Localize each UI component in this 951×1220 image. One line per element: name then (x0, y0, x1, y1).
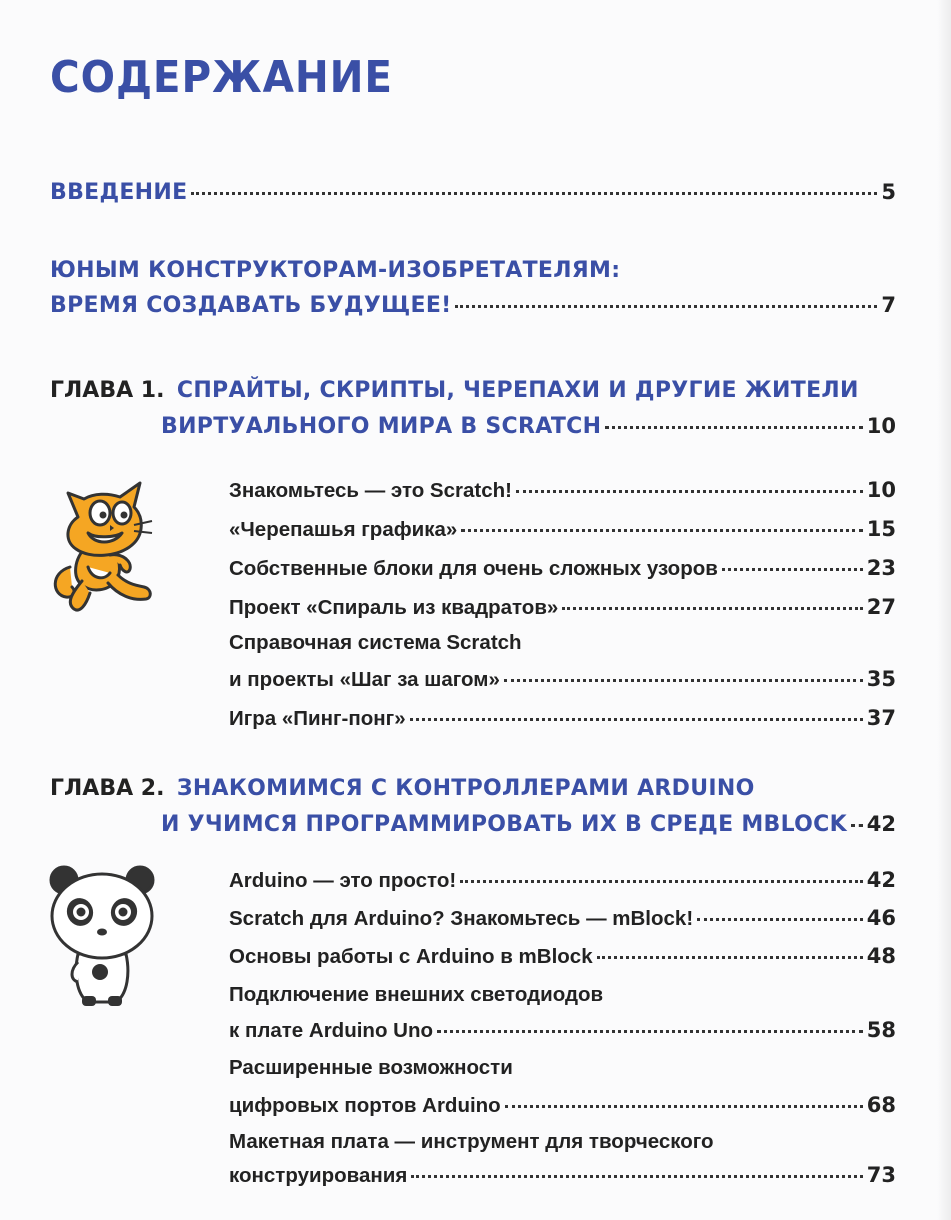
chapter1-line2: ВИРТУАЛЬНОГО МИРА В SCRATCH (161, 414, 602, 439)
toc-entry[interactable] (229, 1163, 896, 1188)
page-number: 46 (866, 906, 896, 930)
page-number: 27 (866, 595, 896, 619)
section-label-line2: и проекты «Шаг за шагом» (229, 668, 500, 691)
page-number: 10 (866, 414, 896, 438)
leader-dots (191, 192, 877, 195)
section-label-line2: цифровых портов Arduino (229, 1094, 501, 1117)
page-number: 10 (866, 478, 896, 502)
section-label: Основы работы с Arduino в mBlock (229, 945, 593, 968)
page-number: 15 (866, 517, 896, 541)
leader-dots (460, 880, 863, 883)
page-edge-shadow (937, 0, 951, 1220)
page-number: 48 (866, 944, 896, 968)
scratch-cat-icon (48, 475, 160, 615)
leader-dots (516, 490, 863, 493)
section-label: Проект «Спираль из квадратов» (229, 596, 559, 619)
section-label: Собственные блоки для очень сложных узоров (229, 557, 718, 580)
toc-entry[interactable] (229, 906, 896, 931)
leader-dots (504, 679, 863, 682)
section-label-line2: конструирования (229, 1164, 408, 1187)
toc-entry[interactable] (229, 556, 896, 581)
chapter2-heading[interactable] (50, 776, 755, 801)
toc-entry-chapter1[interactable] (161, 414, 896, 439)
page-number: 42 (866, 868, 896, 892)
toc-entry[interactable] (229, 595, 896, 620)
chapter2-prefix: ГЛАВА 2. (50, 776, 165, 801)
toc-entry-young[interactable] (50, 293, 896, 318)
leader-dots (411, 1175, 862, 1178)
page-number: 73 (866, 1163, 896, 1187)
toc-entry-chapter2[interactable] (161, 812, 896, 837)
chapter1-line1: СПРАЙТЫ, СКРИПТЫ, ЧЕРЕПАХИ И ДРУГИЕ ЖИТЕЛИ (176, 378, 859, 403)
page-number: 42 (866, 812, 896, 836)
section-label-line1: Подключение внешних светодиодов (229, 983, 604, 1006)
section-label: Игра «Пинг-понг» (229, 707, 406, 730)
leader-dots (461, 529, 862, 532)
page-number: 58 (866, 1018, 896, 1042)
toc-entry[interactable] (229, 517, 896, 542)
section-label: Scratch для Arduino? Знакомьтесь — mBlock! (229, 907, 694, 930)
leader-dots (505, 1105, 863, 1108)
panda-icon (44, 862, 160, 1012)
leader-dots (455, 305, 877, 308)
page-number: 5 (881, 180, 896, 204)
toc-entry[interactable] (229, 1018, 896, 1043)
toc-entry[interactable] (229, 944, 896, 969)
leader-dots (605, 426, 862, 429)
toc-entry[interactable] (229, 868, 896, 893)
page-number: 35 (866, 667, 896, 691)
chapter1-heading[interactable] (50, 378, 859, 403)
page-number: 68 (866, 1093, 896, 1117)
toc-entry-intro[interactable] (50, 180, 896, 205)
section-label-line1: Макетная плата — инструмент для творческого (229, 1130, 714, 1153)
page-title: СОДЕРЖАНИЕ (50, 52, 393, 103)
section-label-line2: к плате Arduino Uno (229, 1019, 434, 1042)
chapter2-line2: И УЧИМСЯ ПРОГРАММИРОВАТЬ ИХ В СРЕДЕ MBLOCK (161, 812, 847, 837)
section-label: «Черепашья графика» (229, 518, 458, 541)
leader-dots (597, 956, 863, 959)
chapter1-prefix: ГЛАВА 1. (50, 378, 165, 403)
young-line2: ВРЕМЯ СОЗДАВАТЬ БУДУЩЕЕ! (50, 293, 452, 318)
toc-entry[interactable] (229, 1093, 896, 1118)
leader-dots (851, 824, 863, 827)
leader-dots (562, 607, 862, 610)
chapter2-line1: ЗНАКОМИМСЯ С КОНТРОЛЛЕРАМИ ARDUINO (176, 776, 755, 801)
page-number: 37 (866, 706, 896, 730)
section-label: Знакомьтесь — это Scratch! (229, 479, 512, 502)
toc-entry[interactable] (229, 667, 896, 692)
intro-label: ВВЕДЕНИЕ (50, 180, 188, 205)
page-number: 23 (866, 556, 896, 580)
section-label-line1: Справочная система Scratch (229, 631, 522, 654)
leader-dots (410, 718, 863, 721)
toc-entry[interactable] (229, 478, 896, 503)
young-line1: ЮНЫМ КОНСТРУКТОРАМ-ИЗОБРЕТАТЕЛЯМ: (50, 258, 621, 283)
leader-dots (722, 568, 863, 571)
section-label: Arduino — это просто! (229, 869, 457, 892)
section-label-line1: Расширенные возможности (229, 1056, 513, 1079)
leader-dots (437, 1030, 863, 1033)
toc-entry[interactable] (229, 706, 896, 731)
page-number: 7 (881, 293, 896, 317)
leader-dots (697, 918, 863, 921)
